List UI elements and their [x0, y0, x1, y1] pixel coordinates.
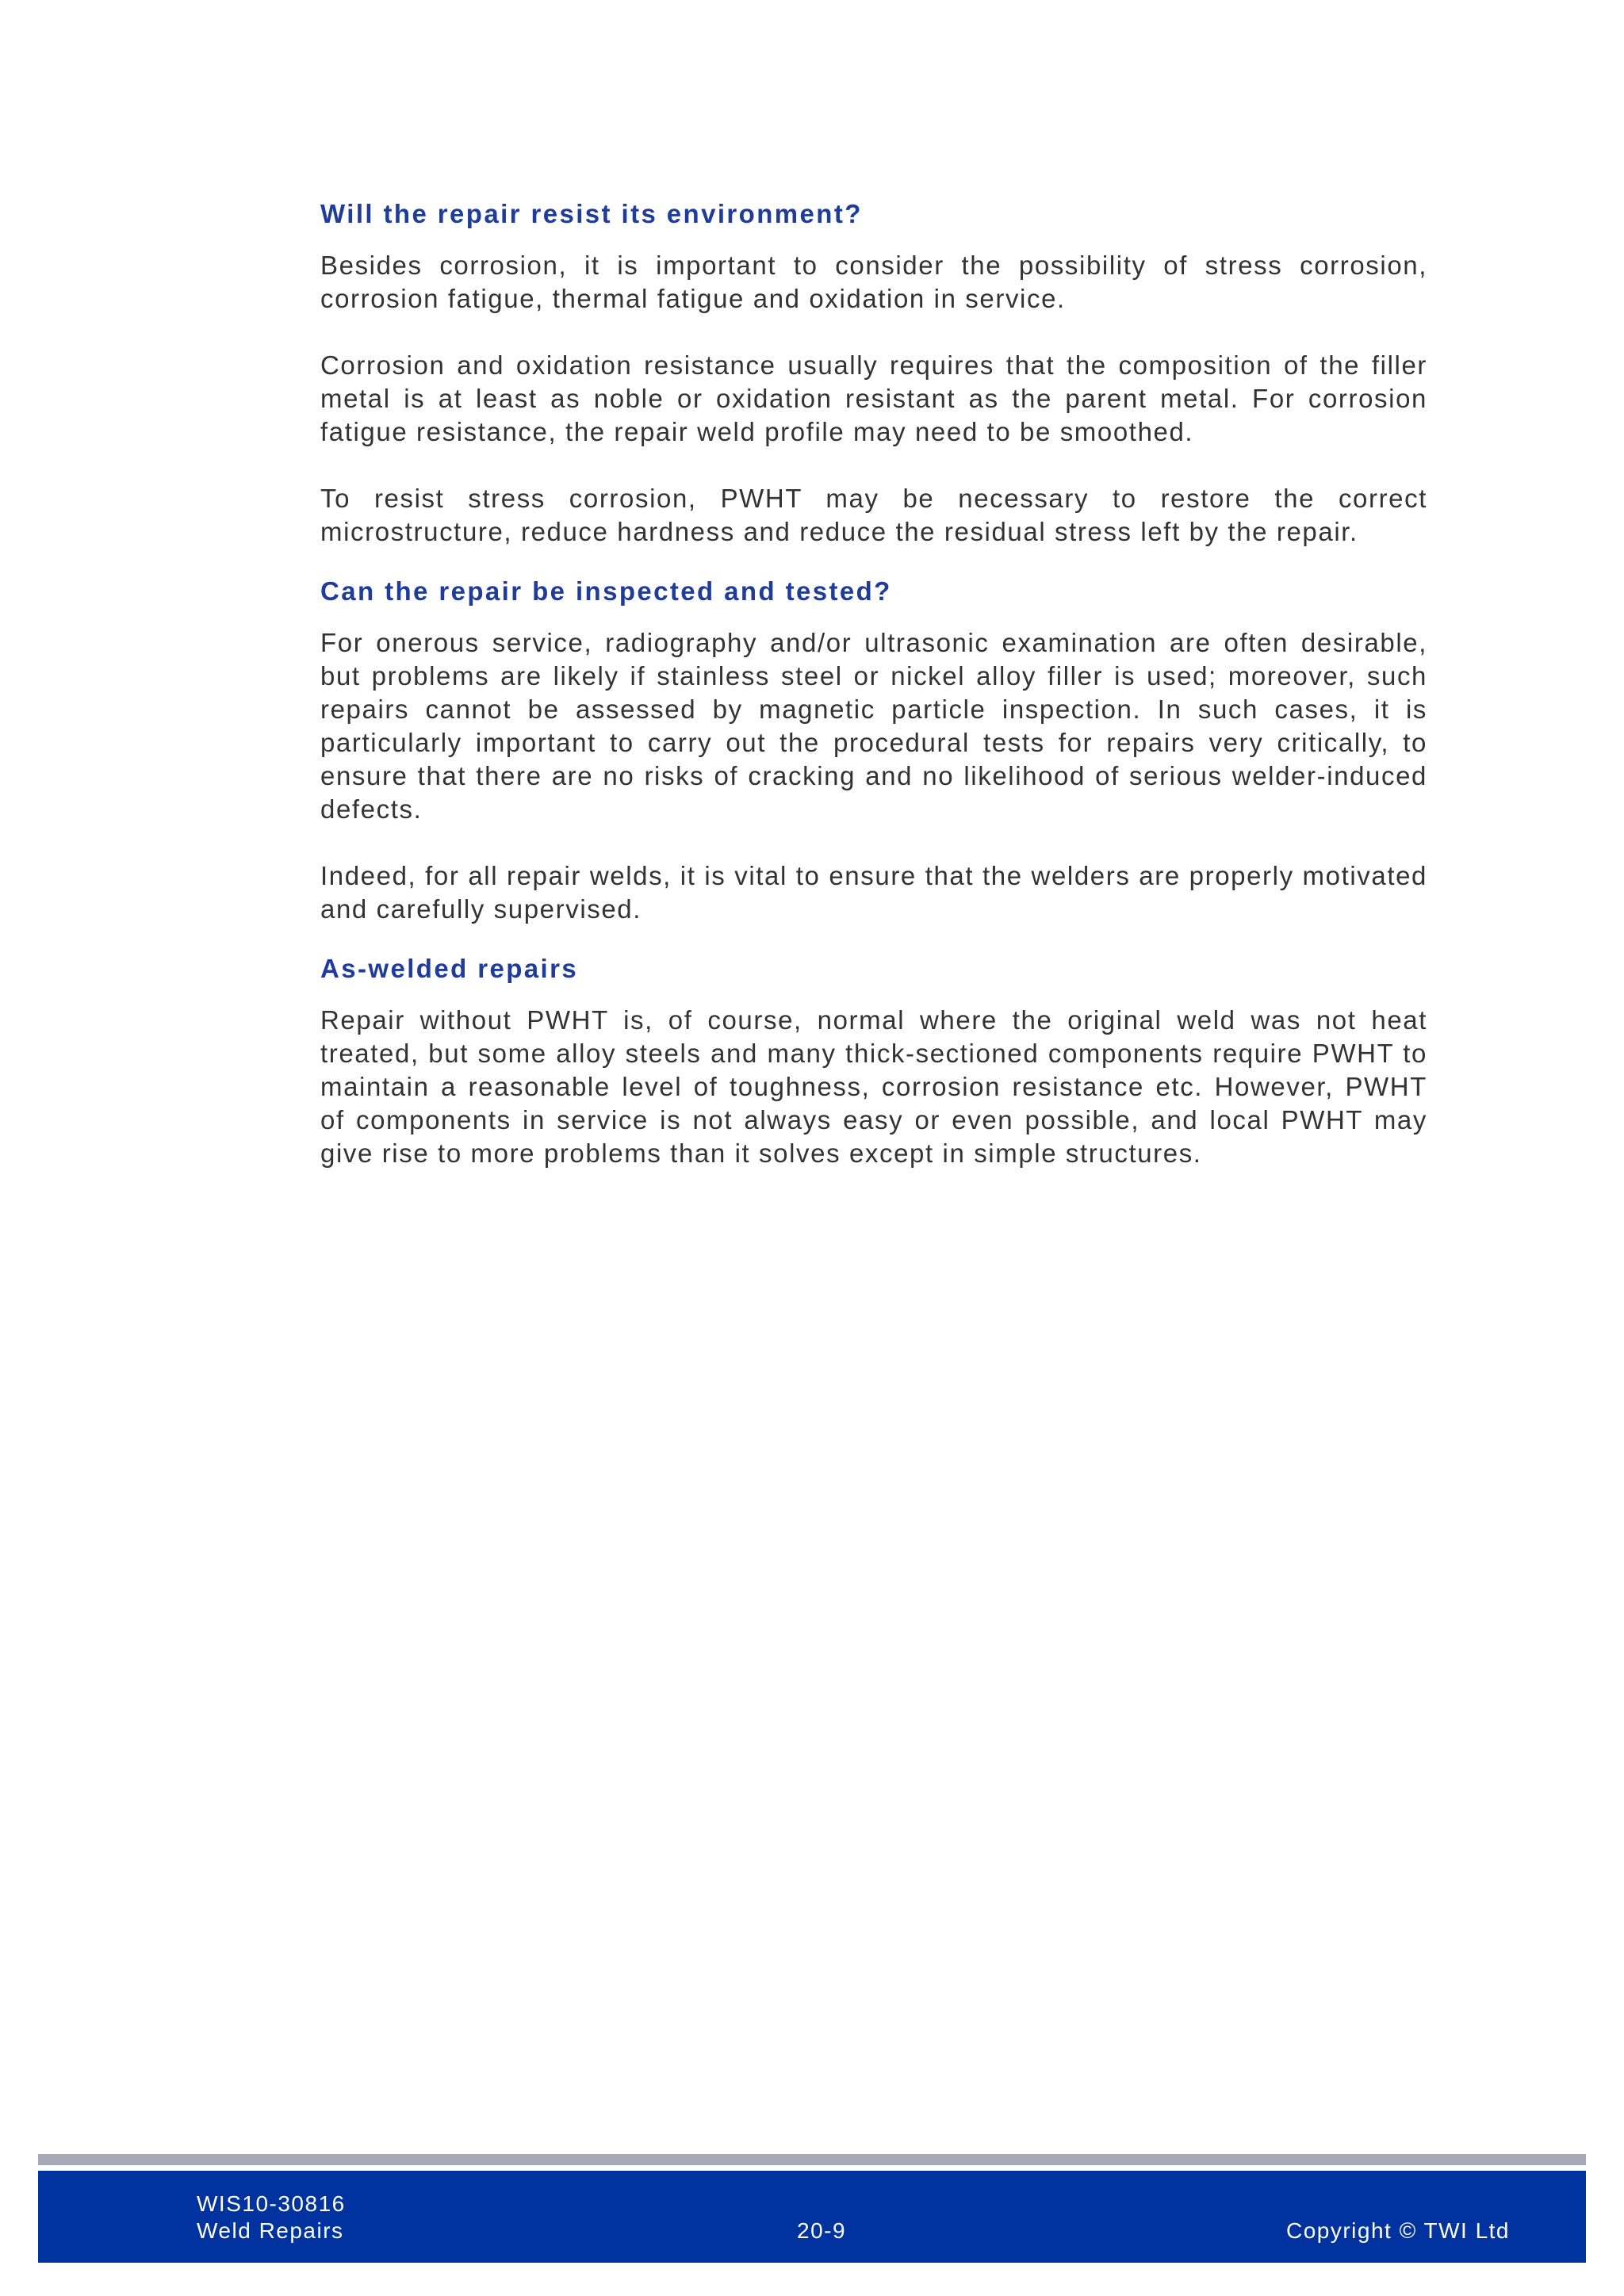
paragraph: To resist stress corrosion, PWHT may be necessary to restore the correct microstructure, reduce hardness and reduce the residual stress left by the repair.: [320, 484, 1427, 546]
document-body: [320, 195, 1427, 1203]
paragraph: Repair without PWHT is, of course, normal where the original weld was not heat treated, but some alloy steels and many thick-sectioned components require PWHT to maintain a reasonable level of toughness, corrosion resistance etc. However, PWHT of components in service is not always easy or even possible, and local PWHT may give rise to more problems than it solves except in simple structures.: [320, 1005, 1427, 1168]
section-heading-inspection: Can the repair be inspected and tested?: [320, 576, 892, 606]
paragraph: For onerous service, radiography and/or ultrasonic examination are often desirable, but problems are likely if stainless steel or nickel alloy filler is used; moreover, such repairs cannot be assessed by magnetic particle inspection. In such cases, it is particularly important to carry out the procedural tests for repairs very critically, to ensure that there are no risks of cracking and no likelihood of serious welder-induced defects.: [320, 628, 1427, 824]
footer-copyright: Copyright © TWI Ltd: [1285, 2218, 1510, 2243]
paragraph: Indeed, for all repair welds, it is vital to ensure that the welders are properly motivated and carefully supervised.: [320, 861, 1427, 924]
footer-divider: [38, 2154, 1586, 2165]
section-heading-environment: Will the repair resist its environment?: [320, 199, 863, 228]
footer-page-number: 20-9: [797, 2218, 847, 2243]
page-footer: [38, 2171, 1586, 2263]
footer-document-title: Weld Repairs: [197, 2218, 344, 2243]
footer-document-id: WIS10-30816: [197, 2191, 346, 2216]
paragraph: Corrosion and oxidation resistance usually requires that the composition of the filler metal is at least as noble or oxidation resistant as the parent metal. For corrosion fatigue resistance, the repair weld profile may need to be smoothed.: [320, 350, 1427, 446]
section-heading-as-welded: As-welded repairs: [320, 954, 579, 983]
paragraph: Besides corrosion, it is important to consider the possibility of stress corrosion, corrosion fatigue, thermal fatigue and oxidation in service.: [320, 251, 1427, 313]
